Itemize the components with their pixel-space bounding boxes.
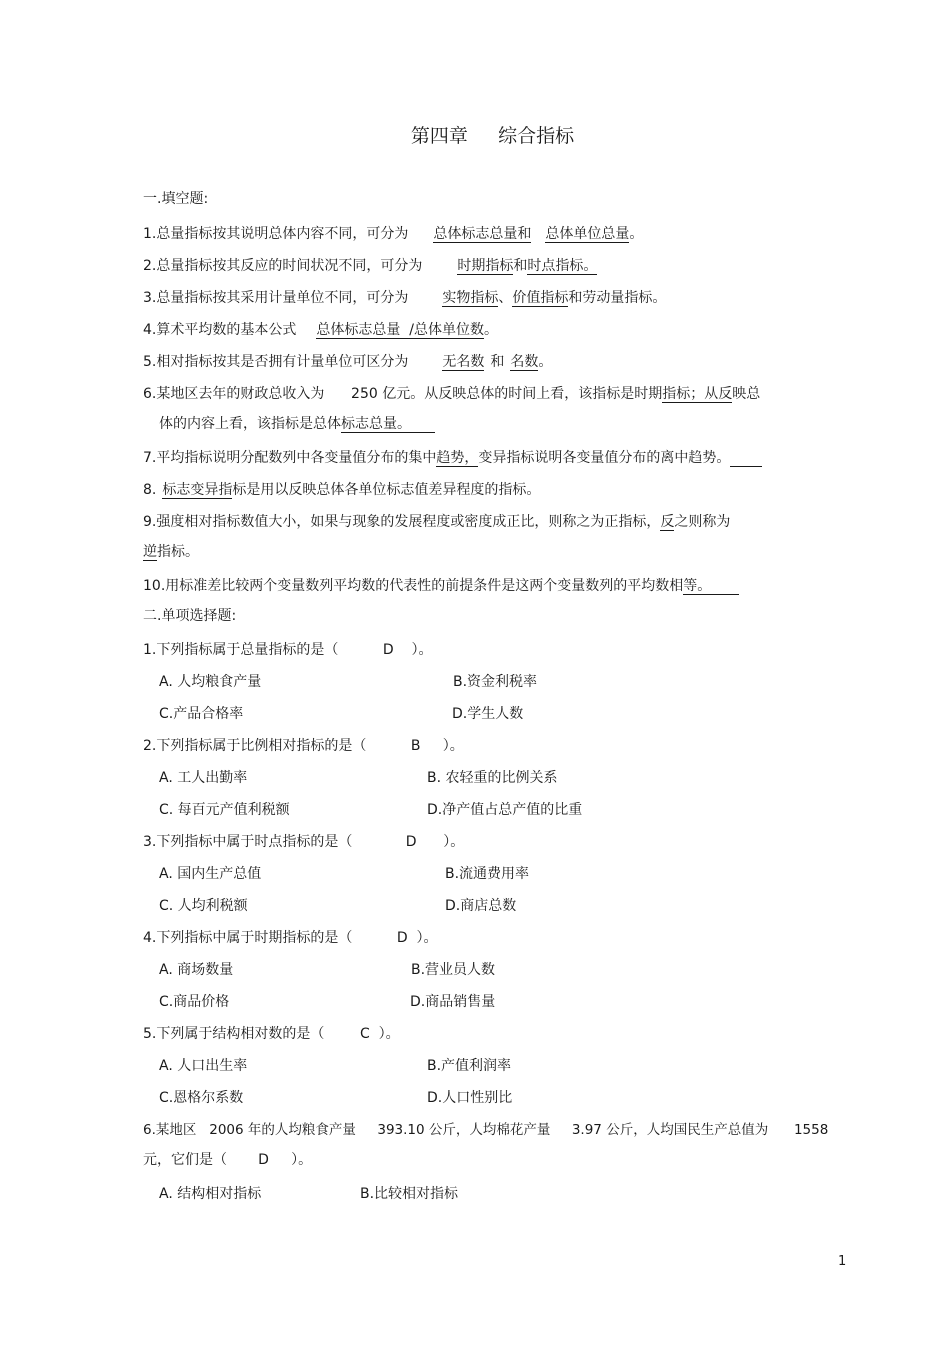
option-c: C.产品合格率 [159, 706, 244, 722]
option-b: B.资金利税率 [453, 674, 538, 690]
option-c: C. 人均利税额 [159, 898, 248, 914]
answer-blank: 价值指标 [512, 290, 569, 306]
page-number: 1 [838, 1254, 847, 1269]
option-a: A. 人均粮食产量 [159, 674, 262, 690]
question-text: 变异指标说明各变量值分布的离中趋势。 [478, 450, 731, 466]
fill-question-4 [143, 321, 498, 339]
answer-blank: 总体标志总量和 [433, 226, 532, 242]
answer-blank: 逆 [143, 544, 157, 560]
choice-question-2: 2.下列指标属于比例相对指标的是（ B ）。 [143, 738, 464, 754]
question-text: 4.算术平均数的基本公式 [143, 322, 297, 338]
answer-blank: 名数 [510, 354, 539, 370]
question-text: 指标。 [157, 544, 199, 560]
question-text: 8. [143, 482, 157, 498]
answer-blank: 等。 [683, 578, 739, 595]
fill-question-1 [143, 225, 643, 243]
section-heading-single-choice: 二.单项选择题: [143, 608, 237, 624]
answer-blank: 实物指标 [442, 290, 499, 306]
fill-question-5 [143, 353, 552, 371]
question-text: 体的内容上看，该指标是总体 [159, 416, 341, 432]
option-b: B.比较相对指标 [360, 1186, 459, 1202]
answer-blank: 无名数 [442, 354, 485, 370]
question-text: 3.总量指标按其采用计量单位不同，可分为 [143, 290, 409, 306]
fill-question-6 [143, 385, 760, 403]
option-d: D.商店总数 [445, 898, 517, 914]
fill-question-2 [143, 257, 597, 275]
fill-question-3 [143, 289, 666, 307]
question-text: 6.某地区去年的财政总收入为 250 亿元。从反映总体的时间上看，该指标是时期 [143, 386, 663, 402]
option-c: C.商品价格 [159, 994, 230, 1010]
option-c: C.恩格尔系数 [159, 1090, 244, 1106]
question-text: 2.总量指标按其反应的时间状况不同，可分为 [143, 258, 423, 274]
option-b: B.营业员人数 [411, 962, 496, 978]
section-heading-fill-in: 一.填空题: [143, 191, 209, 207]
option-b: B. 农轻重的比例关系 [427, 770, 558, 786]
option-b: B.流通费用率 [445, 866, 530, 882]
option-d: D.净产值占总产值的比重 [427, 802, 583, 818]
question-text: 之则称为 [674, 514, 731, 530]
answer-blank: 标志变异指 [162, 482, 233, 498]
option-a: A. 人口出生率 [159, 1058, 248, 1074]
question-text: 1.总量指标按其说明总体内容不同，可分为 [143, 226, 409, 242]
fill-question-10 [143, 577, 739, 595]
question-text: 5.相对指标按其是否拥有计量单位可区分为 [143, 354, 409, 370]
answer-blank: 时点指标。 [527, 258, 598, 274]
answer-blank: 趋势， [436, 450, 479, 466]
option-a: A. 结构相对指标 [159, 1186, 262, 1202]
answer-blank: 反 [660, 514, 675, 530]
choice-question-5: 5.下列属于结构相对数的是（ C ）。 [143, 1026, 400, 1042]
fill-question-9 [143, 513, 730, 531]
question-text: 9.强度相对指标数值大小，如果与现象的发展程度或密度成正比，则称之为正指标， [143, 514, 661, 530]
option-d: D.学生人数 [452, 706, 524, 722]
fill-question-6-line-2 [159, 415, 435, 433]
question-text: 和 [490, 354, 505, 370]
question-text: 10.用标准差比较两个变量数列平均数的代表性的前提条件是这两个变量数列的平均数相 [143, 578, 684, 594]
fill-question-9-line-2 [143, 543, 199, 561]
question-text: 标是用以反映总体各单位标志值差异程度的指标。 [232, 482, 541, 498]
question-text: 映总 [732, 386, 761, 402]
option-c: C. 每百元产值利税额 [159, 802, 290, 818]
option-a: A. 工人出勤率 [159, 770, 248, 786]
choice-question-1: 1.下列指标属于总量指标的是（ D ）。 [143, 642, 433, 658]
question-text: 7.平均指标说明分配数列中各变量值分布的集中 [143, 450, 437, 466]
answer-blank: 时期指标 [457, 258, 514, 274]
page-title: 第四章 综合指标 [410, 125, 575, 147]
choice-question-3: 3.下列指标中属于时点指标的是（ D ）。 [143, 834, 465, 850]
question-text: 。 [483, 322, 498, 338]
option-d: D.人口性别比 [427, 1090, 513, 1106]
choice-question-6: 6.某地区 2006 年的人均粮食产量 393.10 公斤，人均棉花产量 3.97 公斤，人均国民生产总值为 1558 [143, 1122, 829, 1138]
choice-question-4: 4.下列指标中属于时期指标的是（ D ）。 [143, 930, 438, 946]
question-text: 。 [538, 354, 553, 370]
answer-blank: 标志总量。 [341, 416, 435, 433]
answer-blank: 总体标志总量 /总体单位数 [316, 322, 484, 338]
option-d: D.商品销售量 [410, 994, 496, 1010]
answer-blank: 指标；从反 [662, 386, 733, 402]
choice-question-6-line-2: 元，它们是（ D ）。 [143, 1152, 313, 1168]
question-text: 。 [629, 226, 644, 242]
option-b: B.产值利润率 [427, 1058, 512, 1074]
question-text: 和劳动量指标。 [568, 290, 667, 306]
fill-question-8 [143, 481, 540, 499]
question-text: 和 [513, 258, 528, 274]
option-a: A. 商场数量 [159, 962, 234, 978]
question-text: 、 [498, 290, 513, 306]
fill-question-7 [143, 449, 762, 467]
answer-blank: 总体单位总量 [545, 226, 630, 242]
option-a: A. 国内生产总值 [159, 866, 262, 882]
